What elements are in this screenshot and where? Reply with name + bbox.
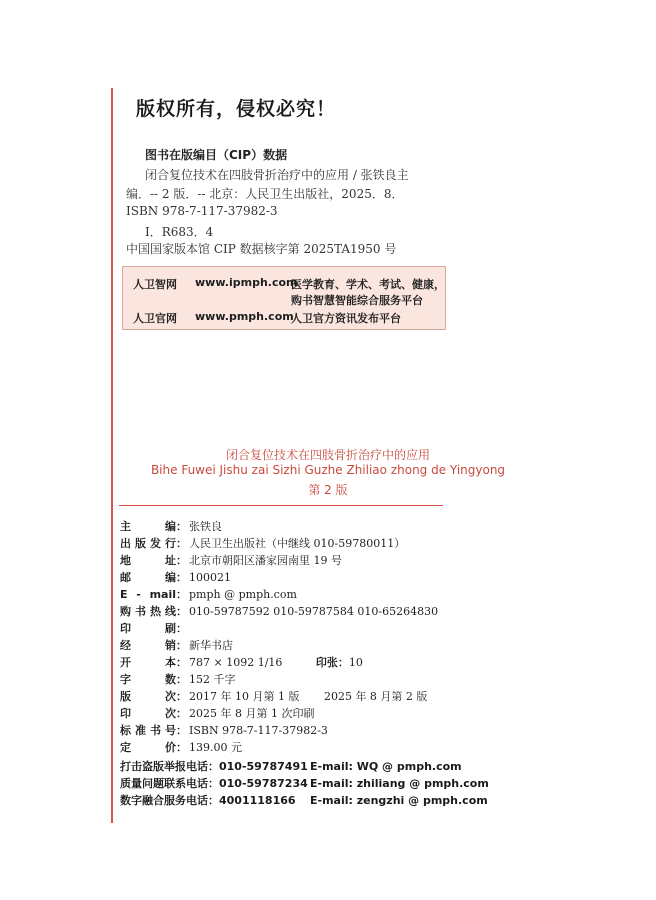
price-label: 定 价 bbox=[120, 741, 176, 754]
digital-phone: 数字融合服务电话：4001118166 bbox=[120, 794, 296, 807]
info-row-printing: 印 次： 2025 年 8 月第 1 次印刷 bbox=[120, 707, 315, 720]
address-label: 地 址 bbox=[120, 554, 176, 567]
info-row-email: E - mail： pmph @ pmph.com bbox=[120, 588, 297, 601]
isbn-label: 标准书号 bbox=[120, 724, 176, 737]
book-title-pinyin: Bihe Fuwei Jishu zai Sizhi Guzhe Zhiliao zhong de Yingyong bbox=[150, 463, 506, 477]
info-row-editions: 版 次： 2017 年 10 月第 1 版 2025 年 8 月第 2 版 bbox=[120, 690, 428, 703]
isbn-value: ISBN 978-7-117-37982-3 bbox=[189, 724, 328, 737]
quality-phone: 质量问题联系电话：010-59787234 bbox=[120, 777, 308, 790]
words-value: 152 千字 bbox=[189, 673, 236, 686]
title-divider bbox=[119, 505, 443, 506]
copyright-notice: 版权所有，侵权必究！ bbox=[136, 98, 337, 120]
cip-line-1: 闭合复位技术在四肢骨折治疗中的应用 / 张铁良主 bbox=[145, 168, 409, 182]
contact-piracy bbox=[120, 758, 462, 774]
info-row-print: 印 刷： bbox=[120, 622, 187, 635]
contact-digital bbox=[120, 792, 488, 808]
info-row-postcode: 邮 编： 100021 bbox=[120, 571, 231, 584]
service-desc-pmph: 人卫官方资讯发布平台 bbox=[291, 312, 401, 325]
publisher-label: 出版发行 bbox=[120, 537, 176, 550]
contact-quality bbox=[120, 775, 489, 791]
email-value[interactable]: pmph @ pmph.com bbox=[189, 588, 297, 601]
address-value: 北京市朝阳区潘家园南里 19 号 bbox=[189, 554, 342, 567]
email-label: E - mail bbox=[120, 588, 176, 601]
services-box bbox=[122, 266, 446, 330]
postcode-label: 邮 编 bbox=[120, 571, 176, 584]
postcode-value: 100021 bbox=[189, 571, 231, 584]
book-title-chinese: 闭合复位技术在四肢骨折治疗中的应用 bbox=[225, 448, 430, 462]
editions-label: 版 次 bbox=[120, 690, 176, 703]
cip-line-5: 中国国家版本馆 CIP 数据核字第 2025TA1950 号 bbox=[126, 242, 397, 256]
info-row-isbn: 标准书号： ISBN 978-7-117-37982-3 bbox=[120, 724, 328, 737]
info-row-editor: 主 编： 张铁良 bbox=[120, 520, 222, 533]
info-row-price: 定 价： 139.00 元 bbox=[120, 741, 242, 754]
service-name-ipmph: 人卫智网 bbox=[133, 278, 177, 291]
editor-label: 主 编 bbox=[120, 520, 176, 533]
book-edition: 第 2 版 bbox=[308, 483, 348, 497]
editor-value: 张铁良 bbox=[189, 520, 222, 533]
hotline-label: 购书热线 bbox=[120, 605, 176, 618]
info-row-hotline: 购书热线： 010-59787592 010-59787584 010-65264830 bbox=[120, 605, 439, 618]
info-row-address: 地 址： 北京市朝阳区潘家园南里 19 号 bbox=[120, 554, 342, 567]
sheets-value: 10 bbox=[348, 656, 363, 669]
hotline-value: 010-59787592 010-59787584 010-65264830 bbox=[189, 605, 439, 618]
words-label: 字 数 bbox=[120, 673, 176, 686]
service-url-ipmph[interactable]: www.ipmph.com bbox=[195, 276, 298, 289]
piracy-phone: 打击盗版举报电话：010-59787491 bbox=[120, 760, 308, 773]
format-value: 787 × 1092 1/16 bbox=[189, 656, 283, 669]
cip-line-4: Ⅰ．R683．4 bbox=[145, 225, 214, 239]
publisher-value: 人民卫生出版社（中继线 010-59780011） bbox=[189, 537, 406, 550]
info-row-format: 开 本： 787 × 1092 1/16 印张：10 bbox=[120, 656, 363, 669]
cip-line-3: ISBN 978-7-117-37982-3 bbox=[126, 204, 278, 218]
printing-value: 2025 年 8 月第 1 次印刷 bbox=[189, 707, 315, 720]
editions-value: 2017 年 10 月第 1 版 2025 年 8 月第 2 版 bbox=[189, 690, 428, 703]
sheets-label: 印张： bbox=[315, 656, 349, 669]
digital-email[interactable]: E-mail: zengzhi @ pmph.com bbox=[310, 794, 488, 807]
info-row-words: 字 数： 152 千字 bbox=[120, 673, 236, 686]
info-row-distributor: 经 销： 新华书店 bbox=[120, 639, 233, 652]
service-desc-ipmph-b: 购书智慧智能综合服务平台 bbox=[291, 294, 423, 307]
service-name-pmph: 人卫官网 bbox=[133, 312, 177, 325]
print-label: 印 刷 bbox=[120, 622, 176, 635]
format-label: 开 本 bbox=[120, 656, 176, 669]
cip-line-2: 编．-- 2 版．-- 北京：人民卫生出版社，2025．8． bbox=[126, 187, 404, 201]
distributor-label: 经 销 bbox=[120, 639, 176, 652]
service-url-pmph[interactable]: www.pmph.com bbox=[195, 310, 294, 323]
cip-heading: 图书在版编目（CIP）数据 bbox=[145, 148, 288, 162]
service-desc-ipmph-a: 医学教育、学术、考试、健康， bbox=[291, 278, 445, 291]
quality-email[interactable]: E-mail: zhiliang @ pmph.com bbox=[310, 777, 489, 790]
piracy-email[interactable]: E-mail: WQ @ pmph.com bbox=[310, 760, 462, 773]
info-row-publisher: 出版发行： 人民卫生出版社（中继线 010-59780011） bbox=[120, 537, 406, 550]
distributor-value: 新华书店 bbox=[189, 639, 233, 652]
price-value: 139.00 元 bbox=[189, 741, 242, 754]
printing-label: 印 次 bbox=[120, 707, 176, 720]
